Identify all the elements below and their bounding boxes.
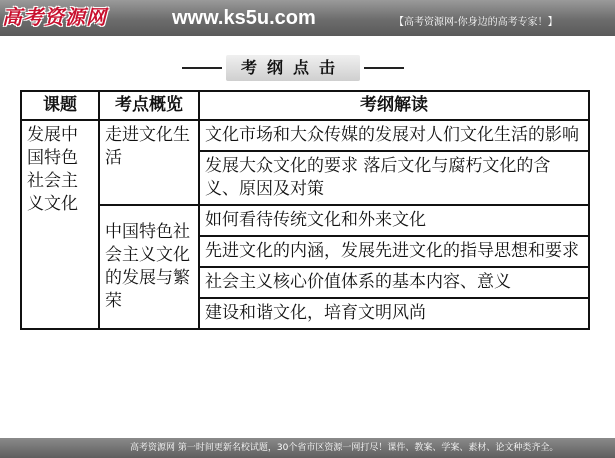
interpretation-cell: 建设和谐文化，培育文明风尚 [199,298,589,329]
header-interpretation: 考纲解读 [199,91,589,120]
overview-cell: 走进文化生活 [99,120,199,205]
syllabus-table [20,90,590,330]
table-header-row [21,91,589,120]
footer-text: 高考资源网 第一时间更新名校试题，30个省市区资源一网打尽！课件、教案、学案、素材、论文种类齐全。 [130,443,559,453]
header-overview: 考点概览 [99,91,199,120]
header-topic: 课题 [21,91,99,120]
site-slogan: 【高考资源网-你身边的高考专家！】 [394,17,558,28]
interpretation-cell: 文化市场和大众传媒的发展对人们文化生活的影响 [199,120,589,151]
header-bar [0,0,615,36]
table-row [21,120,589,151]
interpretation-cell: 社会主义核心价值体系的基本内容、意义 [199,267,589,298]
overview-cell: 中国特色社会主义文化的发展与繁荣 [99,205,199,329]
site-url[interactable]: www.ks5u.com [172,7,316,29]
slide-content [0,36,615,438]
section-title: 考纲点击 [226,55,360,81]
site-logo[interactable]: 高考资源网 [2,5,107,29]
interpretation-cell: 如何看待传统文化和外来文化 [199,205,589,236]
interpretation-cell: 先进文化的内涵，发展先进文化的指导思想和要求 [199,236,589,267]
interpretation-cell: 发展大众文化的要求 落后文化与腐朽文化的含义、原因及对策 [199,151,589,205]
footer-bar [0,438,615,458]
topic-cell: 发展中国特色社会主义文化 [21,120,99,329]
table-row [21,205,589,236]
